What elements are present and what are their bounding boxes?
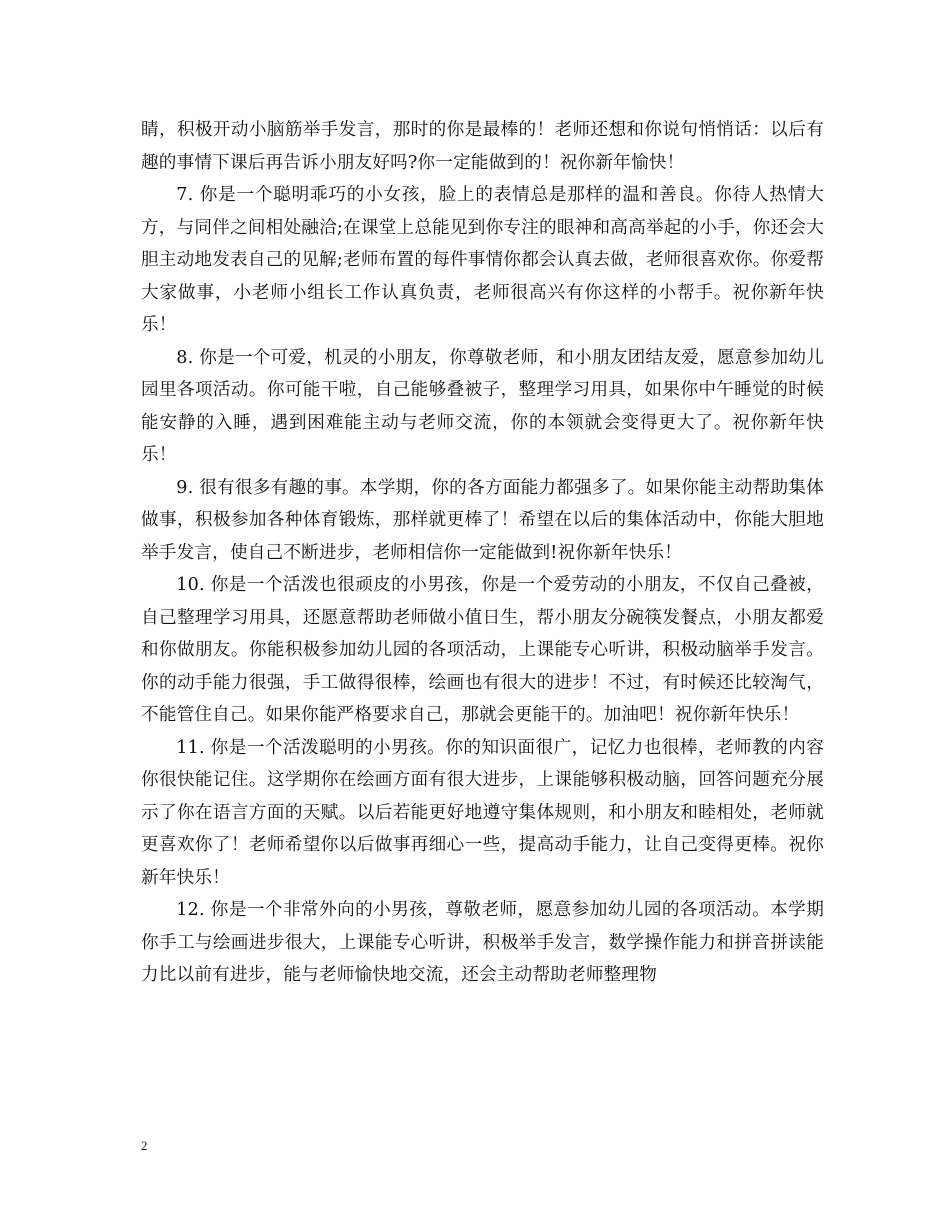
paragraph-11: 11. 你是一个活泼聪明的小男孩。你的知识面很广，记忆力也很棒，老师教的内容你很快能记住。这学期你在绘画方面有很大进步，上课能够积极动脑，回答问题充分展示了你在语言方面的天赋。以后若能更好地遵守集体规则，和小朋友和睦相处，老师就更喜欢你了！老师希望你以后做事再细心一些，提高动手能力，让自己变得更棒。祝你新年快乐！	[141, 737, 824, 888]
paragraph-8: 8. 你是一个可爱，机灵的小朋友，你尊敬老师，和小朋友团结友爱，愿意参加幼儿园里各项活动。你可能干啦，自己能够叠被子，整理学习用具，如果你中午睡觉的时候能安静的入睡，遇到困难能主动与老师交流，你的本领就会变得更大了。祝你新年快乐！	[141, 347, 824, 465]
paragraph-6-continued: 睛，积极开动小脑筋举手发言，那时的你是最棒的！老师还想和你说句悄悄话：以后有趣的事情下课后再告诉小朋友好吗?你一定能做到的！祝你新年愉快！	[141, 120, 824, 173]
paragraph-10: 10. 你是一个活泼也很顽皮的小男孩，你是一个爱劳动的小朋友，不仅自己叠被，自己整理学习用具，还愿意帮助老师做小值日生，帮小朋友分碗筷发餐点，小朋友都爱和你做朋友。你能积极参加幼儿园的各项活动，上课能专心听讲，积极动脑举手发言。你的动手能力很强，手工做得很棒，绘画也有很大的进步！不过，有时候还比较淘气，不能管住自己。如果你能严格要求自己，那就会更能干的。加油吧！祝你新年快乐！	[141, 575, 824, 725]
paragraph-12: 12. 你是一个非常外向的小男孩，尊敬老师，愿意参加幼儿园的各项活动。本学期你手工与绘画进步很大，上课能专心听讲，积极举手发言，数学操作能力和拼音拼读能力比以前有进步，能与老师愉快地交流，还会主动帮助老师整理物	[141, 900, 824, 985]
document-body	[141, 114, 824, 992]
paragraph-9: 9. 很有很多有趣的事。本学期，你的各方面能力都强多了。如果你能主动帮助集体做事，积极参加各种体育锻炼，那样就更棒了！希望在以后的集体活动中，你能大胆地举手发言，使自己不断进步，老师相信你一定能做到!祝你新年快乐！	[141, 477, 824, 563]
paragraph-7: 7. 你是一个聪明乖巧的小女孩，脸上的表情总是那样的温和善良。你待人热情大方，与同伴之间相处融洽;在课堂上总能见到你专注的眼神和高高举起的小手，你还会大胆主动地发表自己的见解;老师布置的每件事情你都会认真去做，老师很喜欢你。你爱帮大家做事，小老师小组长工作认真负责，老师很高兴有你这样的小帮手。祝你新年快乐！	[141, 185, 824, 335]
page-number: 2	[141, 1138, 148, 1153]
